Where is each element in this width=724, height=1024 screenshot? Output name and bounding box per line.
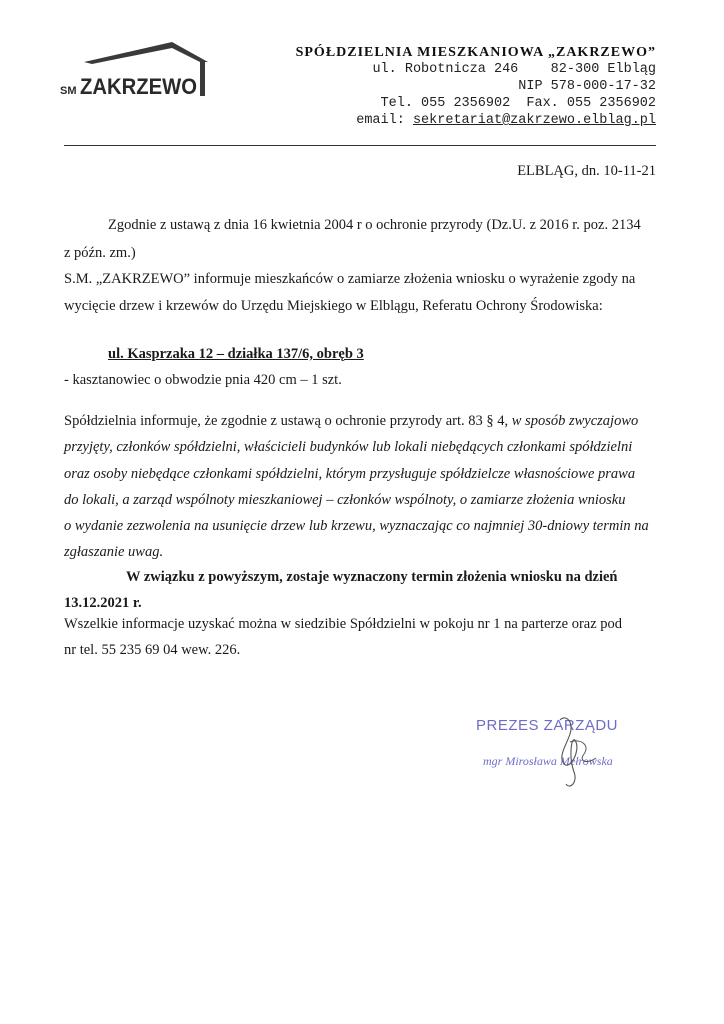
tree-item: - kasztanowiec o obwodzie pnia 420 cm – 1 szt.: [64, 372, 342, 388]
date-line: ELBLĄG, dn. 10-11-21: [517, 163, 656, 179]
p5-line2: nr tel. 55 235 69 04 wew. 226.: [64, 642, 241, 658]
company-logo: [60, 40, 220, 100]
p2-line1: S.M. „ZAKRZEWO” informuje mieszkańców o zamiarze złożenia wniosku o wyrażenie zgody na: [64, 271, 636, 287]
p3-line2: przyjęty, członków spółdzielni, właścicieli budynków lub lokali niebędących członkami spółdzielni: [64, 439, 633, 455]
org-nip: NIP 578-000-17-32: [518, 79, 656, 94]
p3-line6: zgłaszanie uwag.: [64, 544, 164, 560]
p4-line1: W związku z powyższym, zostaje wyznaczony termin złożenia wniosku na dzień: [126, 569, 618, 585]
signature-name: mgr Mirosława Mełrowska: [483, 754, 613, 768]
org-phones: Tel. 055 2356902 Fax. 055 2356902: [380, 96, 656, 111]
org-email-line: [356, 112, 656, 129]
p2-line2: wycięcie drzew i krzewów do Urzędu Miejskiego w Elblągu, Referatu Ochrony Środowiska:: [64, 298, 603, 314]
p1-line1: Zgodnie z ustawą z dnia 16 kwietnia 2004 r o ochronie przyrody (Dz.U. z 2016 r. poz. 2134: [108, 217, 641, 233]
p1-line2: z późn. zm.): [64, 245, 136, 261]
header-divider: [64, 145, 656, 146]
p3-line1: [64, 413, 656, 430]
location-heading: ul. Kasprzaka 12 – działka 137/6, obręb 3: [108, 346, 364, 362]
p5-line1: Wszelkie informacje uzyskać można w siedzibie Spółdzielni w pokoju nr 1 na parterze oraz pod: [64, 616, 623, 632]
signature-title: PREZES ZARZĄDU: [476, 717, 619, 734]
org-address: ul. Robotnicza 246 82-300 Elbląg: [372, 62, 656, 77]
p3-line3: oraz osoby niebędące członkami spółdzielni, którym przysługuje spółdzielcze własnościowe prawa: [64, 466, 636, 482]
p3-line5: o wydanie zezwolenia na usunięcie drzew lub krzewu, wyznaczając co najmniej 30-dniowy termin na: [64, 518, 649, 534]
deadline-date: 13.12.2021 r.: [64, 595, 142, 611]
p3-line1-regular: Spółdzielnia informuje, że zgodnie z ustawą o ochronie przyrody art. 83 § 4,: [64, 413, 509, 429]
handwritten-signature: [530, 712, 630, 792]
logo-name: ZAKRZEWO: [80, 74, 197, 99]
org-name: SPÓŁDZIELNIA MIESZKANIOWA „ZAKRZEWO”: [295, 45, 656, 60]
logo-prefix: SM: [60, 85, 77, 97]
p3-line1-italic: w sposób zwyczajowo: [511, 413, 639, 429]
email-link[interactable]: sekretariat@zakrzewo.elblag.pl: [412, 113, 656, 128]
email-label: email:: [356, 113, 405, 128]
p3-line4: do lokali, a zarząd wspólnoty mieszkaniowej – członków wspólnoty, o zamiarze złożenia wniosku: [64, 492, 626, 508]
